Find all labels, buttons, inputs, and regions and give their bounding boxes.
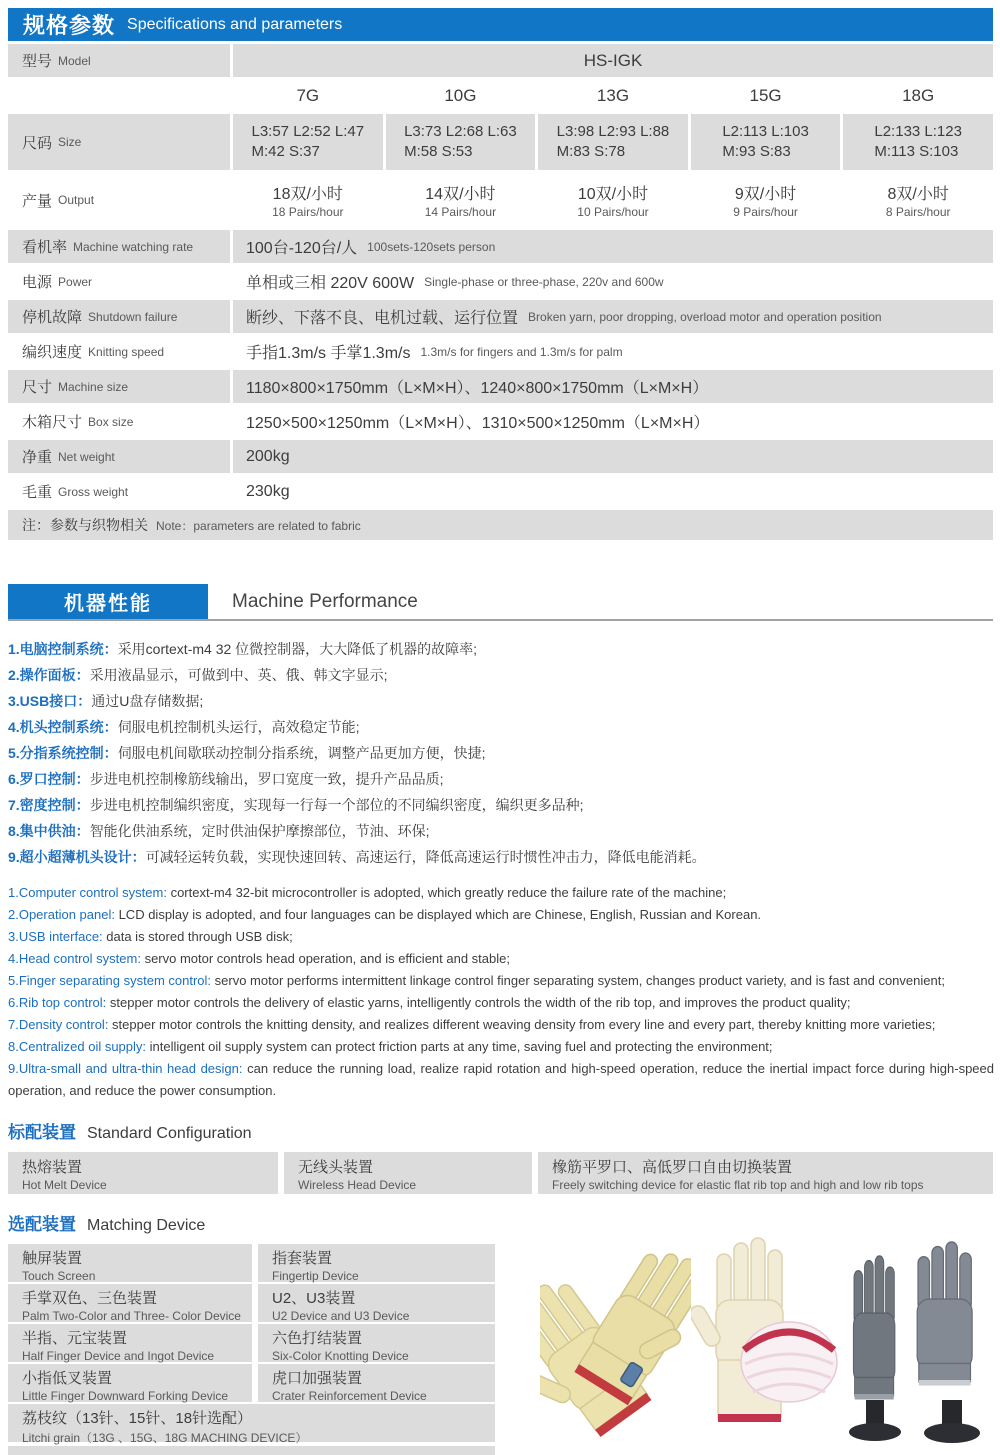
performance-item-en	[8, 904, 994, 926]
label-en: Shutdown failure	[88, 309, 178, 324]
item-text: can reduce the running load, realize rapid rotation and high-speed operation, reduce the inertial impact force during high-speed operation, and reduce the power consumption.	[8, 1061, 994, 1098]
performance-item-zh	[8, 818, 993, 844]
item-text: stepper motor controls the delivery of elastic yarns, intelligently controls the width of the rib top, and improves the product quality;	[106, 995, 851, 1010]
matching-device-title-zh: 选配装置	[8, 1215, 76, 1234]
device-cell-full-width	[8, 1404, 495, 1445]
label-zh: 看机率	[22, 239, 68, 256]
device-name-en: Palm Two-Color and Three- Color Device	[22, 1309, 241, 1323]
device-cell	[8, 1284, 252, 1322]
value-zh: 1180×800×1750mm（L×M×H）、1240×800×1750mm（L×M×H）	[246, 380, 709, 397]
value-zh: 单相或三相 220V 600W	[246, 275, 415, 292]
output-en: 8 Pairs/hour	[885, 205, 951, 219]
size-cell	[386, 114, 536, 170]
size-cell	[538, 114, 688, 170]
item-lead: 7.密度控制：	[8, 797, 90, 813]
output-en: 14 Pairs/hour	[424, 205, 497, 219]
row-watching-rate	[8, 230, 993, 263]
device-name-zh: 六色打结装置	[272, 1330, 363, 1347]
performance-list-zh	[8, 636, 993, 870]
size-line2: M:42 S:37	[251, 143, 320, 160]
output-en: 9 Pairs/hour	[733, 205, 798, 219]
performance-item-en	[8, 1058, 994, 1102]
device-cell	[8, 1244, 252, 1282]
performance-item-zh	[8, 688, 993, 714]
label-zh: 电源	[22, 274, 53, 291]
item-text: intelligent oil supply system can protect friction parts at any time, saving fuel and protecting the environment;	[146, 1039, 773, 1054]
item-text: LCD display is adopted, and four languages can be displayed which are Chinese, English, Russian and Korean.	[114, 907, 762, 922]
glove-photo-cream-and-pink	[691, 1222, 842, 1450]
machine-performance-title-en: Machine Performance	[232, 591, 418, 612]
output-cell	[691, 172, 841, 228]
label-zh: 编织速度	[22, 344, 83, 361]
device-name-en: Wireless Head Device	[298, 1178, 417, 1192]
row-gauges	[8, 79, 993, 112]
performance-item-zh	[8, 636, 993, 662]
device-name-zh: 无线头装置	[298, 1159, 374, 1176]
row-box-size	[8, 405, 993, 438]
label-zh: 尺寸	[22, 379, 53, 396]
item-lead: 6.Rib top control:	[8, 995, 107, 1010]
size-line1: L3:98 L2:93 L:88	[556, 123, 670, 141]
item-text: servo motor performs intermittent linkage control finger separating system, changes product variety, and is fast and convenient;	[211, 973, 945, 988]
gauge-10g: 10G	[444, 85, 477, 105]
item-lead: 5.分指系统控制：	[8, 745, 118, 761]
value-zh: 1250×500×1250mm（L×M×H）、1310×500×1250mm（L×M×H）	[246, 415, 710, 432]
item-lead: 8.集中供油：	[8, 823, 90, 839]
device-name-zh: 热熔装置	[22, 1159, 83, 1176]
gauge-7g: 7G	[296, 85, 320, 105]
gauge-cell	[538, 79, 688, 112]
device-name-en: Six-Color Knotting Device	[272, 1349, 409, 1363]
device-cell	[284, 1152, 532, 1194]
row-knitting-speed	[8, 335, 993, 368]
item-lead: 9.超小超薄机头设计：	[8, 849, 146, 865]
device-cell	[258, 1284, 495, 1322]
performance-item-en	[8, 926, 994, 948]
value-zh: 手指1.3m/s 手掌1.3m/s	[246, 345, 411, 362]
item-lead: 2.操作面板：	[8, 667, 90, 683]
item-lead: 2.Operation panel:	[8, 907, 115, 922]
device-name-en: Half Finger Device and Ingot Device	[22, 1349, 215, 1363]
output-cell	[843, 172, 993, 228]
size-line2: M:83 S:78	[556, 143, 626, 160]
value-en: 1.3m/s for fingers and 1.3m/s for palm	[420, 344, 623, 359]
gauge-13g: 13G	[596, 85, 630, 105]
specifications-title-zh: 规格参数	[23, 13, 116, 38]
glove-photo-gray-on-stands	[842, 1222, 993, 1450]
device-cell	[258, 1324, 495, 1362]
model-value: HS-IGK	[583, 50, 643, 70]
device-name-en: Touch Screen	[22, 1269, 96, 1283]
label-zh: 尺码	[22, 134, 53, 152]
item-text: 采用液晶显示，可做到中、英、俄、韩文字显示;	[89, 667, 388, 683]
table-row	[8, 1284, 495, 1322]
row-shutdown-failure	[8, 300, 993, 333]
size-cell	[843, 114, 993, 170]
output-en: 10 Pairs/hour	[577, 205, 649, 219]
output-zh: 10双/小时	[577, 186, 649, 203]
device-name-zh: 橡筋平罗口、高低罗口自由切换装置	[552, 1159, 793, 1176]
performance-list-en	[8, 882, 994, 1102]
size-line2: M:93 S:83	[722, 143, 791, 160]
size-line1: L3:57 L2:52 L:47	[251, 123, 365, 141]
note-en: Note：parameters are related to fabric	[156, 518, 361, 533]
model-value-cell	[233, 44, 993, 77]
item-lead: 1.Computer control system:	[8, 885, 167, 900]
value-zh: 230kg	[246, 482, 290, 500]
label-zh: 毛重	[22, 484, 53, 501]
row-size	[8, 114, 993, 170]
item-text: data is stored through USB disk;	[102, 929, 293, 944]
value-en: Single-phase or three-phase, 220v and 600w	[424, 274, 664, 289]
performance-item-zh	[8, 792, 993, 818]
size-line2: M:113 S:103	[874, 143, 959, 160]
value-en: Broken yarn, poor dropping, overload motor and operation position	[528, 309, 882, 324]
device-cell	[8, 1324, 252, 1362]
row-gross-weight	[8, 475, 993, 508]
size-line1: L2:133 L:123	[874, 123, 962, 141]
label-en: Gross weight	[58, 484, 129, 499]
performance-item-en	[8, 992, 994, 1014]
size-cell	[233, 114, 383, 170]
device-name-en: U2 Device and U3 Device	[272, 1309, 410, 1323]
size-line2: M:58 S:53	[404, 143, 473, 160]
item-lead: 6.罗口控制：	[8, 771, 90, 787]
row-output	[8, 172, 993, 228]
device-name-zh: 半指、元宝装置	[22, 1330, 128, 1347]
specifications-title-en: Specifications and parameters	[127, 15, 343, 33]
item-lead: 4.机头控制系统：	[8, 719, 118, 735]
device-cell	[258, 1244, 495, 1282]
item-text: servo motor controls head operation, and is efficient and stable;	[140, 951, 510, 966]
row-model-label	[8, 44, 230, 77]
output-cell	[233, 172, 383, 228]
item-text: stepper motor controls the knitting density, and realizes different weaving density from every line and every part, thereby knitting more varieties;	[108, 1017, 936, 1032]
label-en: Net weight	[58, 449, 115, 464]
item-text: 采用cortext-m4 32 位微控制器，大大降低了机器的故障率;	[117, 641, 478, 657]
device-name-zh: 虎口加强装置	[272, 1370, 363, 1387]
gauge-cell	[386, 79, 536, 112]
gauge-18g: 18G	[902, 85, 935, 105]
label-en: Model	[58, 53, 91, 68]
item-text: 伺服电机间歇联动控制分指系统，调整产品更加方便，快捷;	[117, 745, 486, 761]
device-name-zh: 荔枝纹（13针、15针、18针选配）	[22, 1410, 253, 1427]
matching-device-table	[8, 1244, 495, 1455]
device-cell	[8, 1152, 278, 1194]
row-net-weight	[8, 440, 993, 473]
row-size-label	[8, 114, 230, 170]
item-text: 伺服电机控制机头运行，高效稳定节能;	[117, 719, 360, 735]
size-line1: L3:73 L2:68 L:63	[404, 123, 517, 141]
glove-photo-yellow-knit-pair	[540, 1222, 691, 1450]
item-text: 通过U盘存储数据;	[91, 693, 204, 709]
device-name-en: Crater Reinforcement Device	[272, 1389, 427, 1403]
device-name-zh: 手掌双色、三色装置	[22, 1290, 158, 1307]
label-zh: 净重	[22, 449, 53, 466]
output-zh: 9双/小时	[734, 186, 797, 203]
label-en: Machine watching rate	[73, 239, 194, 254]
gauge-cell	[691, 79, 841, 112]
performance-item-en	[8, 970, 994, 992]
label-zh: 停机故障	[22, 309, 83, 326]
output-zh: 14双/小时	[425, 186, 496, 203]
matching-device-title-en: Matching Device	[87, 1217, 206, 1234]
performance-item-zh	[8, 740, 993, 766]
row-gauges-label	[8, 79, 230, 112]
device-name-zh: 触屏装置	[22, 1250, 83, 1267]
label-en: Box size	[88, 414, 134, 429]
output-cell	[538, 172, 688, 228]
item-text: 步进电机控制橡筋线输出，罗口宽度一致，提升产品品质;	[89, 771, 444, 787]
size-cell	[691, 114, 841, 170]
gauge-15g: 15G	[749, 85, 782, 105]
value-zh: 100台-120台/人	[246, 240, 358, 257]
standard-config-header	[8, 1118, 993, 1143]
item-lead: 9.Ultra-small and ultra-thin head design:	[8, 1061, 243, 1076]
note-zh: 注：参数与织物相关	[22, 517, 148, 533]
device-name-en: Little Finger Downward Forking Device	[22, 1389, 229, 1403]
value-en: 100sets-120sets person	[367, 239, 496, 254]
item-text: 步进电机控制编织密度，实现每一行每一个部位的不同编织密度，编织更多品种;	[89, 797, 584, 813]
output-cell	[386, 172, 536, 228]
item-lead: 3.USB interface:	[8, 929, 103, 944]
item-text: cortext-m4 32-bit microcontroller is adopted, which greatly reduce the failure rate of the machine;	[166, 885, 727, 900]
glove-photos	[540, 1222, 993, 1450]
item-lead: 1.电脑控制系统：	[8, 641, 118, 657]
cropped-next-row-strip	[8, 1446, 495, 1455]
item-lead: 3.USB接口：	[8, 693, 92, 709]
device-name-en: Hot Melt Device	[22, 1178, 107, 1192]
label-en: Output	[58, 193, 95, 207]
row-model	[8, 44, 993, 77]
specifications-banner	[8, 8, 993, 41]
label-en: Power	[58, 274, 93, 289]
performance-item-zh	[8, 662, 993, 688]
standard-config-title-zh: 标配装置	[8, 1123, 76, 1142]
device-cell	[538, 1152, 993, 1194]
performance-item-en	[8, 1014, 994, 1036]
row-machine-size	[8, 370, 993, 403]
performance-item-zh	[8, 714, 993, 740]
spec-table	[8, 44, 993, 540]
output-zh: 18双/小时	[272, 186, 343, 203]
label-en: Size	[58, 135, 82, 149]
gauge-cell	[233, 79, 383, 112]
table-row	[8, 1244, 495, 1282]
performance-item-en	[8, 882, 994, 904]
row-power	[8, 265, 993, 298]
performance-item-zh	[8, 844, 993, 870]
item-lead: 5.Finger separating system control:	[8, 973, 212, 988]
item-lead: 7.Density control:	[8, 1017, 109, 1032]
label-zh: 木箱尺寸	[22, 414, 83, 431]
size-line1: L2:113 L:103	[722, 123, 809, 141]
standard-config-table	[8, 1152, 993, 1194]
output-en: 18 Pairs/hour	[272, 205, 344, 219]
performance-item-en	[8, 1036, 994, 1058]
row-output-label	[8, 172, 230, 228]
device-name-en: Fingertip Device	[272, 1269, 359, 1283]
value-zh: 200kg	[246, 447, 290, 465]
row-note	[8, 510, 993, 540]
label-en: Knitting speed	[88, 344, 165, 359]
item-lead: 4.Head control system:	[8, 951, 141, 966]
machine-performance-header	[8, 584, 993, 621]
device-name-en: Freely switching device for elastic flat rib top and high and low rib tops	[552, 1178, 924, 1192]
label-en: Machine size	[58, 379, 129, 394]
label-zh: 产量	[22, 192, 53, 210]
device-name-zh: 指套装置	[272, 1250, 333, 1267]
item-lead: 8.Centralized oil supply:	[8, 1039, 147, 1054]
standard-config-title-en: Standard Configuration	[87, 1125, 252, 1142]
performance-item-zh	[8, 766, 993, 792]
device-name-zh: U2、U3装置	[272, 1290, 356, 1307]
label-zh: 型号	[22, 53, 53, 70]
table-row	[8, 1324, 495, 1362]
device-name-zh: 小指低叉装置	[22, 1370, 113, 1387]
machine-performance-title-zh: 机器性能	[8, 584, 208, 619]
gauge-cell	[843, 79, 993, 112]
table-row	[8, 1364, 495, 1402]
item-text: 智能化供油系统，定时供油保护摩擦部位，节油、环保;	[89, 823, 430, 839]
output-zh: 8双/小时	[887, 186, 949, 203]
value-zh: 断纱、下落不良、电机过载、运行位置	[246, 310, 519, 327]
item-text: 可减轻运转负载，实现快速回转、高速运行，降低高速运行时惯性冲击力，降低电能消耗。	[145, 849, 706, 865]
device-name-en: Litchi grain（13G 、15G、18G MACHING DEVICE）	[22, 1431, 308, 1445]
device-cell	[258, 1364, 495, 1402]
device-cell	[8, 1364, 252, 1402]
performance-item-en	[8, 948, 994, 970]
